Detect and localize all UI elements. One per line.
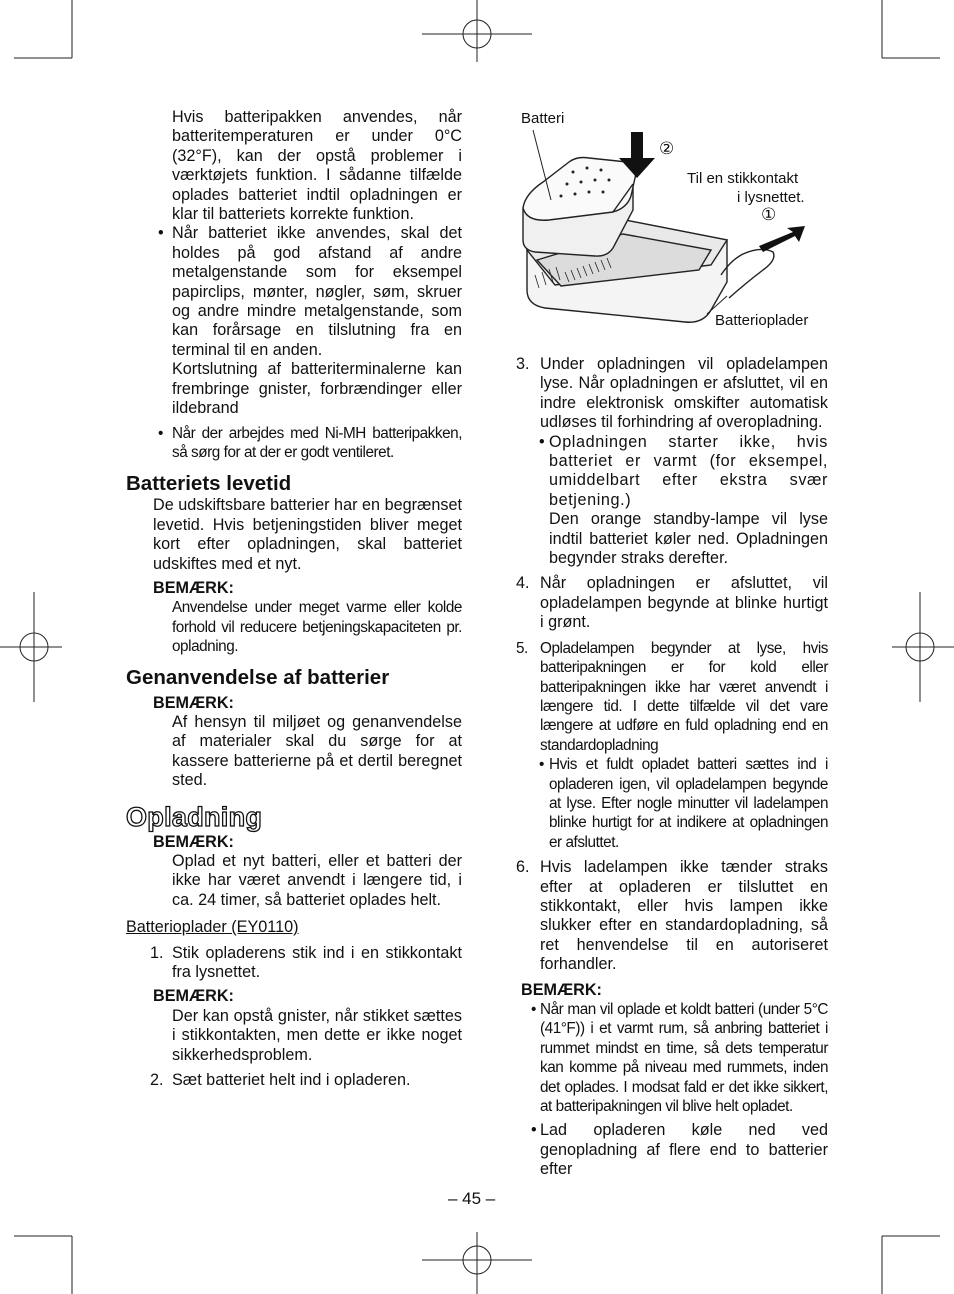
- step-1-note: Der kan opstå gnister, når stikket sættes i stikkontakten, men dette er ikke noget sikkerhedsproblem.: [172, 1006, 462, 1064]
- levetid-text: De udskiftsbare batterier har en begrænset levetid. Hvis betjeningstiden bliver meget kort efter opladningen, skal batteriet udskiftes med et nyt.: [153, 496, 462, 573]
- right-column: [514, 355, 828, 1180]
- list-item: • Hvis et fuldt opladet batteri sættes ind i opladeren igen, vil opladelampen begynde at lyse. Efter nogle minutter vil ladelampen blinke hurtigt for at indikere at opladningen er afsluttet.: [539, 756, 828, 851]
- list-item: 6. Hvis ladelampen ikke tænder straks efter at opladeren er tilsluttet en stikkontakt, eller hvis lampen ikke slukker efter en standardopladning, så ret henvendelse til en autoriseret forhandler.: [516, 858, 828, 974]
- charger-model-label: Batterioplader (EY0110): [126, 918, 299, 937]
- step-text: Opladelampen begynder at lyse, hvis batteripakningen er for kold eller batteripakningen ikke har været anvendt i længere tid. I dette tilfælde vil det vare længere at udføre en fuld opladning end en standardopladning: [540, 639, 828, 754]
- section-heading-opladning: Opladning: [126, 801, 263, 832]
- list-item: 5. Opladelampen begynder at lyse, hvis batteripakningen er for kold eller batteripakningen ikke har været anvendt i længere tid. I dette tilfælde vil det vare længere at udføre en fuld opladning end en standardopladning: [516, 639, 828, 754]
- bullet-text: Når der arbejdes med Ni-MH batteripakken, så sørg for at der er godt ventileret.: [172, 424, 462, 461]
- bullet-text: Hvis et fuldt opladet batteri sættes ind i opladeren igen, vil opladelampen begynde at lyse. Efter nogle minutter vil ladelampen blinke hurtigt for at indikere at opladningen er afsluttet.: [549, 756, 828, 851]
- note-label: BEMÆRK:: [153, 578, 234, 597]
- battery-charger-drawing: [515, 100, 835, 340]
- section-heading-levetid: Batteriets levetid: [126, 472, 292, 496]
- bullet-continuation: Den orange standby-lampe vil lyse indtil batteriet køler ned. Opladningen begynder straks derefter.: [549, 510, 828, 568]
- outlet-label-line-1: Til en stikkontakt: [687, 170, 799, 187]
- list-item: 2. Sæt batteriet helt ind i opladeren.: [150, 1071, 411, 1090]
- step-text: Sæt batteriet helt ind i opladeren.: [172, 1071, 411, 1090]
- list-item: 1. Stik opladerens stik ind i en stikkontakt fra lysnettet.: [150, 943, 462, 982]
- list-item: • Når man vil oplade et koldt batteri (under 5°C (41°F)) i et varmt rum, så anbring batteriet i rummet mindst en time, så dets temperatur kan komme på niveau med rummets, inden det oplades. I modsat fald er det ikke sikkert, at batteripakningen vil blive helt opladet.: [531, 1001, 828, 1116]
- marker-2: ②: [659, 139, 675, 158]
- left-column: [126, 108, 462, 1090]
- note-label: BEMÆRK:: [153, 987, 234, 1006]
- step-text: Stik opladerens stik ind i en stikkontakt fra lysnettet.: [172, 943, 462, 982]
- section-heading-genanvendelse: Genanvendelse af batterier: [126, 665, 390, 689]
- note-label: BEMÆRK:: [521, 980, 602, 999]
- bullet-text: Lad opladeren køle ned ved genopladning af flere end to batterier efter: [540, 1121, 828, 1179]
- page-number: – 45 –: [448, 1189, 496, 1208]
- note-label: BEMÆRK:: [153, 832, 234, 851]
- bullet-text: Når man vil oplade et koldt batteri (under 5°C (41°F)) i et varmt rum, så anbring batteriet i rummet mindst en time, så dets temperatur kan komme på niveau med rummets, inden det oplades. I modsat fald er det ikke sikkert, at batteripakningen vil blive helt opladet.: [540, 1001, 828, 1116]
- list-item: • Når batteriet ikke anvendes, skal det holdes på god afstand af andre metalgenstande som for eksempel papirclips, mønter, nøgler, søm, skruer og andre mindre metalgenstande, som kan forårsage en tilslutning fra en terminal til en anden.: [158, 224, 462, 359]
- step-text: Under opladningen vil opladelampen lyse. Når opladningen er afsluttet, vil en indre elektronisk omskifter automatisk udløses til forhindring af overopladning.: [540, 355, 828, 432]
- list-item: • Når der arbejdes med Ni-MH batteripakken, så sørg for at der er godt ventileret.: [158, 424, 462, 461]
- charger-label: Batterioplader: [715, 312, 809, 329]
- bullet-continuation: Kortslutning af batteriterminalerne kan frembringe gnister, forbrændinger eller ildebrand: [172, 360, 462, 418]
- bullet-text: Opladningen starter ikke, hvis batteriet er varmt (for eksempel, umiddelbart efter ekstra svær betjening.): [549, 432, 828, 509]
- levetid-note: Anvendelse under meget varme eller kolde forhold vil reducere betjeningskapaciteten pr. opladning.: [172, 599, 462, 656]
- list-item: 4. Når opladningen er afsluttet, vil opladelampen begynde at blinke hurtigt i grønt.: [516, 574, 828, 632]
- list-item: • Opladningen starter ikke, hvis batteriet er varmt (for eksempel, umiddelbart efter ekstra svær betjening.): [539, 432, 828, 509]
- step-text: Når opladningen er afsluttet, vil opladelampen begynde at blinke hurtigt i grønt.: [540, 574, 828, 632]
- note-label: BEMÆRK:: [153, 693, 234, 712]
- bullet-text: Når batteriet ikke anvendes, skal det holdes på god afstand af andre metalgenstande som for eksempel papirclips, mønter, nøgler, søm, skruer og andre mindre metalgenstande, som kan forårsage en tilslutning fra en terminal til en anden.: [172, 224, 462, 359]
- marker-1: ①: [761, 205, 777, 224]
- step-text: Hvis ladelampen ikke tænder straks efter at opladeren er tilsluttet en stikkontakt, eller hvis lampen ikke slukker efter en standardopladning, så ret henvendelse til en autoriseret forhandler.: [540, 858, 828, 974]
- list-item: • Lad opladeren køle ned ved genopladning af flere end to batterier efter: [531, 1121, 828, 1179]
- battery-label: Batteri: [521, 110, 565, 127]
- outlet-label-line-2: i lysnettet.: [737, 189, 805, 206]
- genanvendelse-note: Af hensyn til miljøet og genanvendelse af materialer skal du sørge for at kassere batterierne på et dertil beregnet sted.: [172, 712, 462, 790]
- intro-paragraph: Hvis batteripakken anvendes, når batteritemperaturen er under 0°C (32°F), kan der opstå problemer i værktøjets funktion. I sådanne tilfælde oplades batteriet indtil opladningen er klar til batteriets korrekte funktion.: [172, 108, 462, 224]
- charger-illustration: [515, 100, 835, 340]
- list-item: 3. Under opladningen vil opladelampen lyse. Når opladningen er afsluttet, vil en indre elektronisk omskifter automatisk udløses til forhindring af overopladning.: [516, 355, 828, 432]
- opladning-note: Oplad et nyt batteri, eller et batteri der ikke har været anvendt i længere tid, i ca. 24 timer, så batteriet oplades helt.: [172, 852, 462, 909]
